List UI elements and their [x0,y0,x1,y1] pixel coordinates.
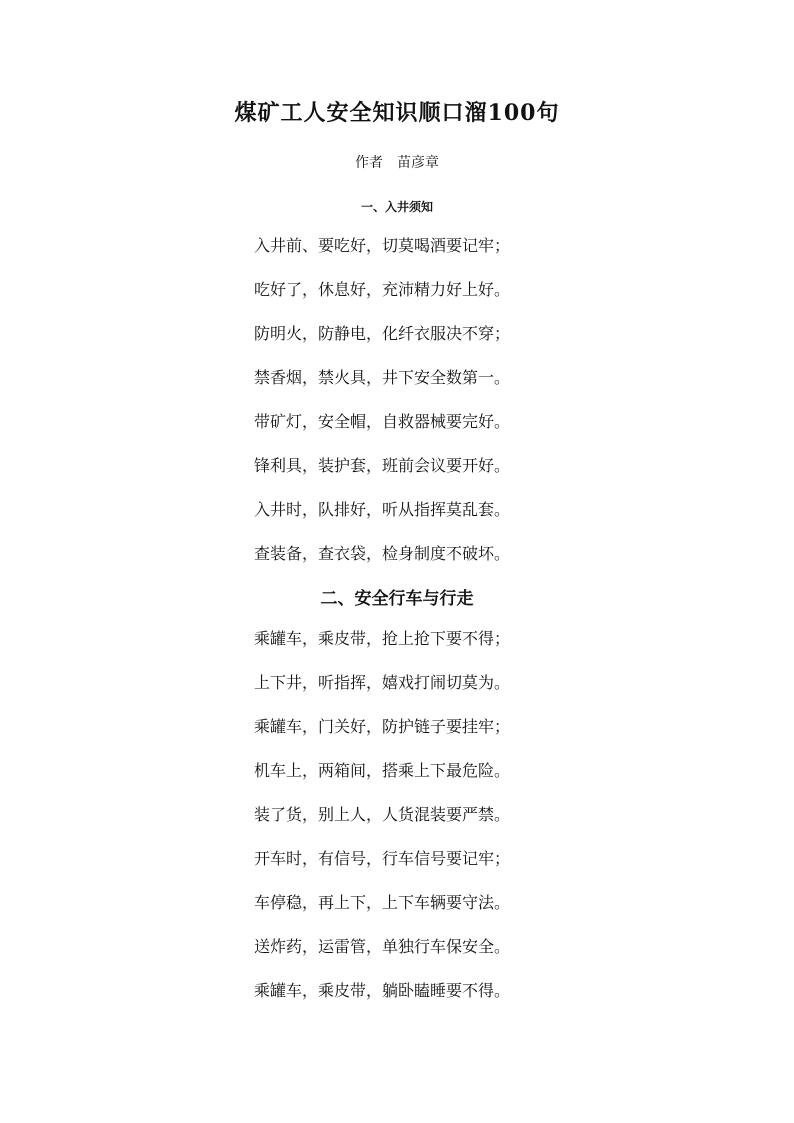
author-line: 作者 苗彦章 [355,155,439,171]
verse-line: 车停稳，再上下，上下车辆要守法。 [254,893,511,912]
verse-line: 带矿灯，安全帽，自救器械要完好。 [254,412,511,431]
section-heading-2: 二、安全行车与行走 [320,589,474,609]
verse-line: 乘罐车，门关好，防护链子要挂牢； [254,717,511,736]
verse-list-2 [254,628,554,1024]
verse-list-1 [254,235,554,587]
verse-line: 开车时，有信号，行车信号要记牢； [254,849,511,868]
verse-line: 禁香烟，禁火具，井下安全数第一。 [254,368,511,387]
verse-line: 锋利具，装护套，班前会议要开好。 [254,456,511,475]
verse-line: 乘罐车，乘皮带，躺卧瞌睡要不得。 [254,981,511,1000]
verse-line: 入井前、要吃好，切莫喝酒要记牢； [254,236,511,255]
verse-line: 送炸药，运雷管，单独行车保安全。 [254,937,511,956]
verse-line: 乘罐车，乘皮带，抢上抢下要不得； [254,629,511,648]
verse-line: 吃好了，休息好，充沛精力好上好。 [254,280,511,299]
verse-line: 查装备，查衣袋，检身制度不破坏。 [254,544,511,563]
verse-line: 装了货，别上人，人货混装要严禁。 [254,805,511,824]
verse-line: 上下井，听指挥，嬉戏打闹切莫为。 [254,673,511,692]
verse-line: 机车上，两箱间，搭乘上下最危险。 [254,761,511,780]
verse-line: 防明火，防静电，化纤衣服决不穿； [254,324,511,343]
verse-line: 入井时，队排好，听从指挥莫乱套。 [254,500,511,519]
section-heading-1: 一、入井须知 [360,200,433,214]
document-title: 煤矿工人安全知识顺口溜100句 [234,100,560,126]
